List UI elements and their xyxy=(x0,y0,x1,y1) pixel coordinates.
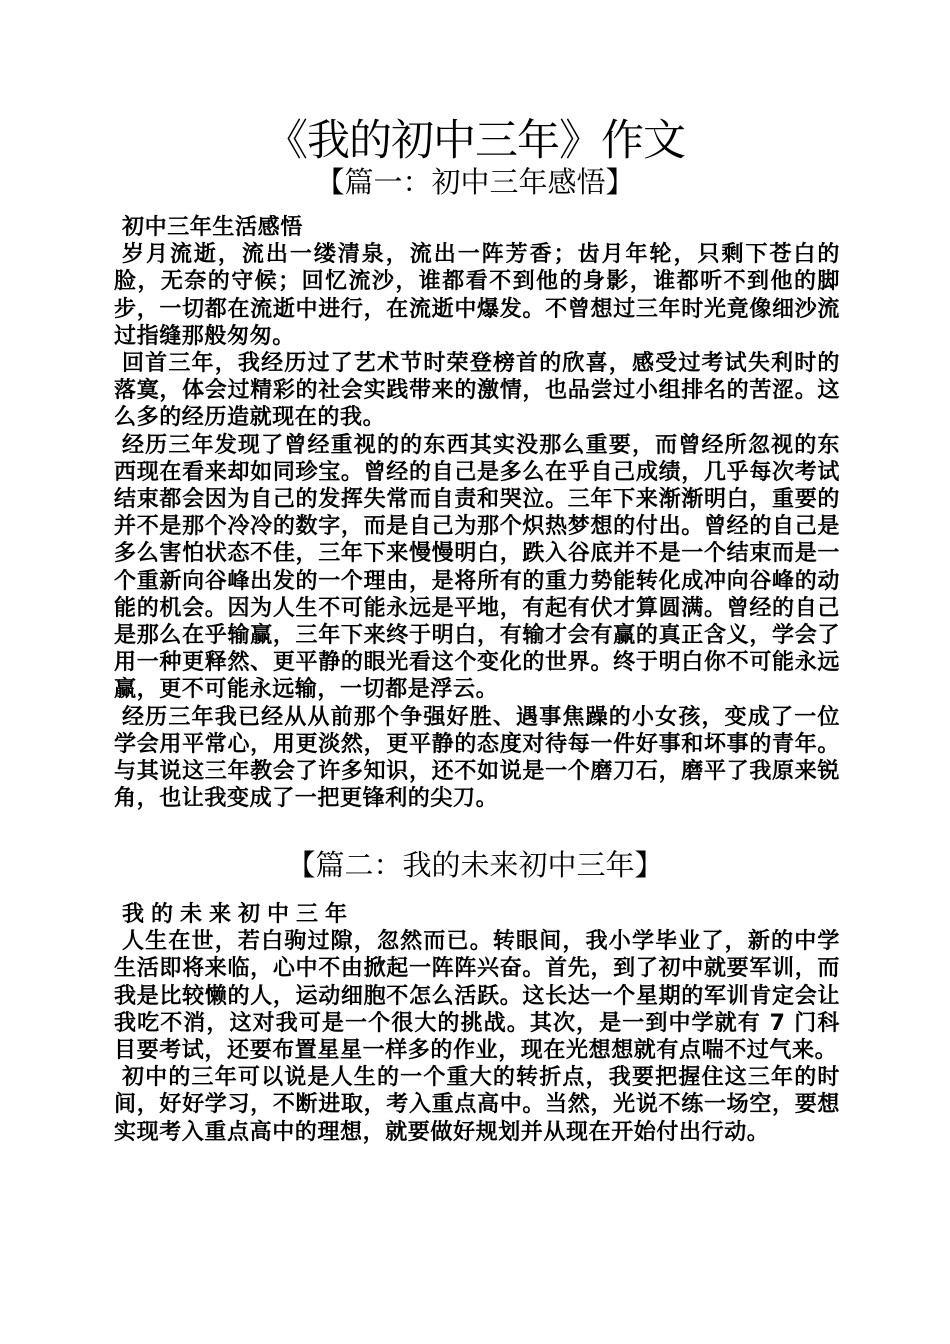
section-subheading-1: 初中三年生活感悟 xyxy=(122,215,303,240)
paragraph: 回首三年，我经历过了艺术节时荣登榜首的欣喜，感受过考试失利时的落寞，体会过精彩的社会实践带来的激情，也品尝过小组排名的苦涩。这么多的经历造就现在的我。 xyxy=(114,351,840,431)
paragraph: 初中的三年可以说是人生的一个重大的转折点，我要把握住这三年的时间，好好学习，不断进取，考入重点高中。当然，光说不练一场空，要想实现考入重点高中的理想，就要做好规划并从现在开始付出行动。 xyxy=(114,1065,840,1145)
section-subheading-2: 我的未来初中三年 xyxy=(122,902,355,927)
section-heading-1: 【篇一：初中三年感悟】 xyxy=(315,165,635,199)
section-heading-2: 【篇二：我的未来初中三年】 xyxy=(286,848,664,882)
paragraph: 岁月流逝，流出一缕清泉，流出一阵芳香；齿月年轮，只剩下苍白的脸，无奈的守候；回忆流沙，谁都看不到他的身影，谁都听不到他的脚步，一切都在流逝中进行，在流逝中爆发。不曾想过三年时光竟像细沙流过指缝那般匆匆。 xyxy=(114,242,840,349)
paragraph: 人生在世，若白驹过隙，忽然而已。转眼间，我小学毕业了，新的中学生活即将来临，心中不由掀起一阵阵兴奋。首先，到了初中就要军训，而我是比较懒的人，运动细胞不怎么活跃。这长达一个星期的军训肯定会让我吃不消，这对我可是一个很大的挑战。其次，是一到中学就有 7 门科目要考试，还要布置星星一样多的作业，现在光想想就有点喘不过气来。 xyxy=(114,929,840,1064)
paragraph: 经历三年发现了曾经重视的的东西其实没那么重要，而曾经所忽视的东西现在看来却如同珍宝。曾经的自己是多么在乎自己成绩，几乎每次考试结束都会因为自己的发挥失常而自责和哭泣。三年下来渐渐明白，重要的并不是那个冷冷的数字，而是自己为那个炽热梦想的付出。曾经的自己是多么害怕状态不佳，三年下来慢慢明白，跌入谷底并不是一个结束而是一个重新向谷峰出发的一个理由，是将所有的重力势能转化成冲向谷峰的动能的机会。因为人生不可能永远是平地，有起有伏才算圆满。曾经的自己是那么在乎输赢，三年下来终于明白，有输才会有赢的真正含义，学会了用一种更释然、更平静的眼光看这个变化的世界。终于明白你不可能永远赢，更不可能永远输，一切都是浮云。 xyxy=(114,432,840,703)
paragraph: 经历三年我已经从从前那个争强好胜、遇事焦躁的小女孩，变成了一位学会用平常心，用更淡然，更平静的态度对待每一件好事和坏事的青年。与其说这三年教会了许多知识，还不如说是一个磨刀石，磨平了我原来锐角，也让我变成了一把更锋利的尖刀。 xyxy=(114,704,840,812)
document-title: 《我的初中三年》作文 xyxy=(265,116,685,166)
section-body-2 xyxy=(114,901,840,1146)
section-body-1 xyxy=(114,214,840,812)
